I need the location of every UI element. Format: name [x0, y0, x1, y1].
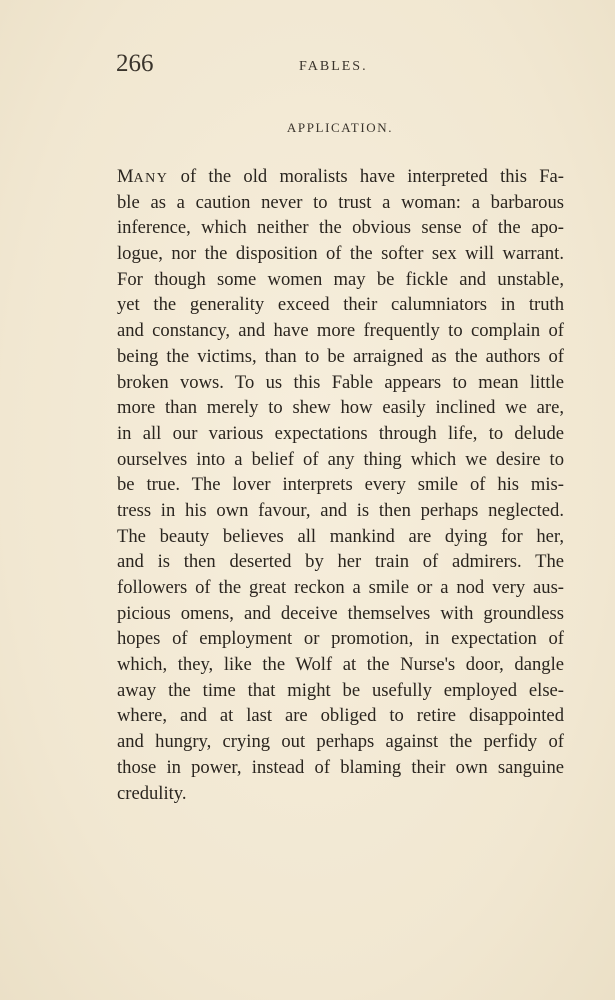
text-line-last: credulity.: [117, 782, 187, 804]
section-title: APPLICATION.: [286, 120, 394, 135]
first-line-rest: of the old moralists have interpreted this Fa-: [168, 166, 564, 187]
text-line: ble as a caution never to trust a woman: a barbarous: [117, 191, 564, 213]
text-line: For though some women may be fickle and unstable,: [117, 268, 564, 290]
text-line: away the time that might be usefully employed else-: [117, 679, 564, 701]
initial-letter: M: [117, 166, 134, 187]
text-line: being the victims, than to be arraigned as the authors of: [117, 345, 564, 367]
text-line: tress in his own favour, and is then perhaps neglected.: [117, 499, 564, 521]
page-number: 266: [116, 50, 154, 77]
text-line: broken vows. To us this Fable appears to mean little: [117, 371, 564, 393]
text-line: The beauty believes all mankind are dying for her,: [117, 525, 564, 547]
text-line: picious omens, and deceive themselves with groundless: [117, 602, 564, 624]
text-line: and is then deserted by her train of admirers. The: [117, 551, 564, 573]
text-line: inference, which neither the obvious sense of the apo-: [117, 217, 564, 239]
text-line: logue, nor the disposition of the softer sex will warrant.: [117, 243, 564, 265]
text-line: where, and at last are obliged to retire disappointed: [117, 705, 564, 727]
text-line: which, they, like the Wolf at the Nurse's door, dangle: [117, 654, 564, 676]
text-line: in all our various expectations through life, to delude: [117, 422, 564, 444]
text-line: ourselves into a belief of any thing which we desire to: [117, 448, 564, 470]
text-line: be true. The lover interprets every smile of his mis-: [117, 474, 564, 496]
text-line: more than merely to shew how easily inclined we are,: [117, 397, 564, 419]
running-head: FABLES.: [299, 59, 368, 74]
initial-smallcaps: ANY: [133, 171, 169, 186]
text-line: yet the generality exceed their calumniators in truth: [117, 294, 564, 316]
text-line: hopes of employment or promotion, in expectation of: [117, 628, 564, 650]
text-line: and hungry, crying out perhaps against the perfidy of: [117, 731, 564, 753]
text-line: and constancy, and have more frequently to complain of: [117, 320, 564, 342]
text-line-first: [117, 164, 564, 190]
text-line: those in power, instead of blaming their own sanguine: [117, 756, 564, 778]
body-text: [117, 164, 564, 806]
text-line: followers of the great reckon a smile or a nod very aus-: [117, 577, 564, 598]
